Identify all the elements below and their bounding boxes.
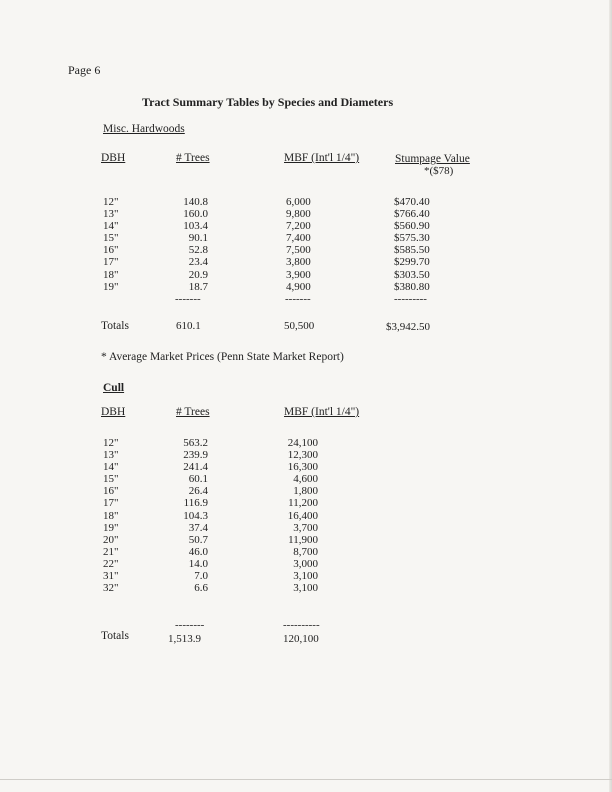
cull-mbf-cell: 16,400: [287, 509, 318, 522]
cull-dbh-column: [103, 437, 119, 594]
misc-value-cell: $585.50: [394, 244, 430, 257]
cull-dbh-cell: 16": [103, 485, 119, 498]
cull-dbh-cell: 20": [103, 533, 119, 546]
misc-value-cell: $299.70: [394, 256, 430, 269]
misc-value-cell: $380.80: [394, 280, 430, 293]
cull-dbh-cell: 22": [103, 557, 119, 570]
misc-mbf-cell: 7,400: [286, 232, 311, 245]
misc-dbh-cell: 19": [103, 280, 119, 293]
misc-mbf-dash: -------: [285, 293, 311, 305]
cull-dbh-cell: 14": [103, 461, 119, 474]
cull-trees-cell: 26.4: [188, 485, 208, 498]
cull-trees-dash: --------: [175, 619, 205, 631]
misc-trees-cell: 160.0: [183, 208, 208, 221]
cull-dbh-cell: 19": [103, 521, 119, 534]
misc-hardwoods-section-title: Misc. Hardwoods: [103, 123, 185, 135]
cull-trees-column: [166, 437, 208, 594]
cull-mbf-cell: 3,000: [293, 557, 318, 570]
misc-mbf-cell: 7,500: [286, 244, 311, 257]
cull-mbf-cell: 24,100: [287, 437, 318, 449]
cull-trees-cell: 37.4: [188, 521, 208, 534]
page-bottom-line: [0, 779, 612, 780]
misc-trees-header: # Trees: [176, 152, 210, 164]
page-title: Tract Summary Tables by Species and Diameters: [142, 95, 394, 109]
misc-trees-cell: 103.4: [183, 220, 208, 233]
cull-trees-cell: 14.0: [188, 557, 208, 570]
cull-trees-cell: 241.4: [183, 461, 208, 474]
misc-mbf-cell: 7,200: [286, 220, 311, 233]
misc-mbf-cell: 3,800: [286, 256, 311, 269]
cull-trees-cell: 116.9: [183, 497, 208, 510]
cull-trees-header: # Trees: [176, 406, 210, 418]
cull-dbh-cell: 15": [103, 473, 119, 486]
misc-mbf-header: MBF (Int'l 1/4"): [284, 152, 360, 164]
misc-dbh-cell: 17": [103, 256, 119, 269]
misc-value-cell: $766.40: [394, 208, 430, 221]
misc-value-cell: $575.30: [394, 232, 430, 245]
misc-trees-cell: 18.7: [188, 280, 208, 293]
misc-total-mbf: 50,500: [284, 320, 315, 332]
misc-mbf-cell: 6,000: [286, 196, 311, 208]
cull-totals-label: Totals: [101, 630, 129, 642]
cull-dbh-cell: 12": [103, 437, 119, 449]
misc-trees-cell: 23.4: [188, 256, 208, 269]
cull-total-trees: 1,513.9: [168, 633, 201, 645]
cull-section-title: Cull: [103, 382, 125, 394]
cull-dbh-header: DBH: [101, 406, 126, 418]
cull-dbh-cell: 17": [103, 497, 119, 510]
cull-trees-cell: 60.1: [188, 473, 208, 486]
misc-trees-cell: 52.8: [188, 244, 208, 257]
cull-dbh-cell: 31": [103, 570, 119, 583]
cull-trees-cell: 563.2: [183, 437, 208, 449]
misc-value-cell: $303.50: [394, 268, 430, 281]
misc-total-trees: 610.1: [176, 320, 201, 332]
misc-trees-dash: -------: [175, 293, 201, 305]
cull-mbf-cell: 11,900: [288, 533, 318, 546]
cull-trees-cell: 6.6: [194, 582, 208, 595]
cull-mbf-cell: 3,100: [293, 582, 318, 595]
misc-trees-cell: 140.8: [183, 196, 208, 208]
cull-mbf-header: MBF (Int'l 1/4"): [284, 406, 360, 418]
misc-dbh-header: DBH: [101, 152, 126, 164]
misc-dbh-cell: 18": [103, 268, 119, 281]
page-number: Page 6: [68, 63, 101, 77]
cull-mbf-column: [282, 437, 318, 594]
cull-dbh-cell: 13": [103, 449, 119, 462]
misc-mbf-cell: 4,900: [286, 280, 311, 293]
cull-dbh-cell: 18": [103, 509, 119, 522]
misc-trees-cell: 20.9: [188, 268, 208, 281]
cull-mbf-cell: 11,200: [288, 497, 318, 510]
misc-value-cell: $470.40: [394, 196, 430, 208]
misc-dbh-cell: 14": [103, 220, 119, 233]
misc-total-value: $3,942.50: [386, 321, 430, 333]
misc-value-subheader: *($78): [424, 165, 454, 177]
cull-total-mbf: 120,100: [283, 633, 319, 645]
cull-trees-cell: 104.3: [183, 509, 208, 522]
cull-dbh-cell: 21": [103, 545, 119, 558]
cull-mbf-cell: 4,600: [293, 473, 318, 486]
misc-mbf-cell: 3,900: [286, 268, 311, 281]
market-price-note: * Average Market Prices (Penn State Market Report): [101, 351, 344, 363]
misc-trees-cell: 90.1: [188, 232, 208, 245]
misc-dbh-cell: 13": [103, 208, 119, 221]
cull-mbf-cell: 1,800: [293, 485, 318, 498]
misc-dbh-cell: 15": [103, 232, 119, 245]
misc-dbh-cell: 12": [103, 196, 119, 208]
cull-trees-cell: 7.0: [194, 570, 208, 583]
misc-totals-label: Totals: [101, 320, 129, 332]
cull-mbf-cell: 12,300: [287, 449, 318, 462]
misc-value-cell: $560.90: [394, 220, 430, 233]
cull-mbf-dash: ----------: [283, 619, 320, 631]
misc-value-column: [394, 196, 430, 293]
cull-trees-cell: 239.9: [183, 449, 208, 462]
cull-dbh-cell: 32": [103, 582, 119, 595]
misc-mbf-column: [286, 196, 311, 293]
misc-mbf-cell: 9,800: [286, 208, 311, 221]
cull-trees-cell: 46.0: [188, 545, 208, 558]
cull-mbf-cell: 16,300: [287, 461, 318, 474]
cull-mbf-cell: 3,100: [293, 570, 318, 583]
cull-mbf-cell: 8,700: [293, 545, 318, 558]
misc-dbh-column: [103, 196, 119, 293]
cull-mbf-cell: 3,700: [293, 521, 318, 534]
misc-value-dash: ---------: [394, 293, 427, 305]
misc-dbh-cell: 16": [103, 244, 119, 257]
cull-trees-cell: 50.7: [188, 533, 208, 546]
misc-trees-column: [168, 196, 208, 293]
misc-value-header: Stumpage Value: [395, 153, 470, 165]
